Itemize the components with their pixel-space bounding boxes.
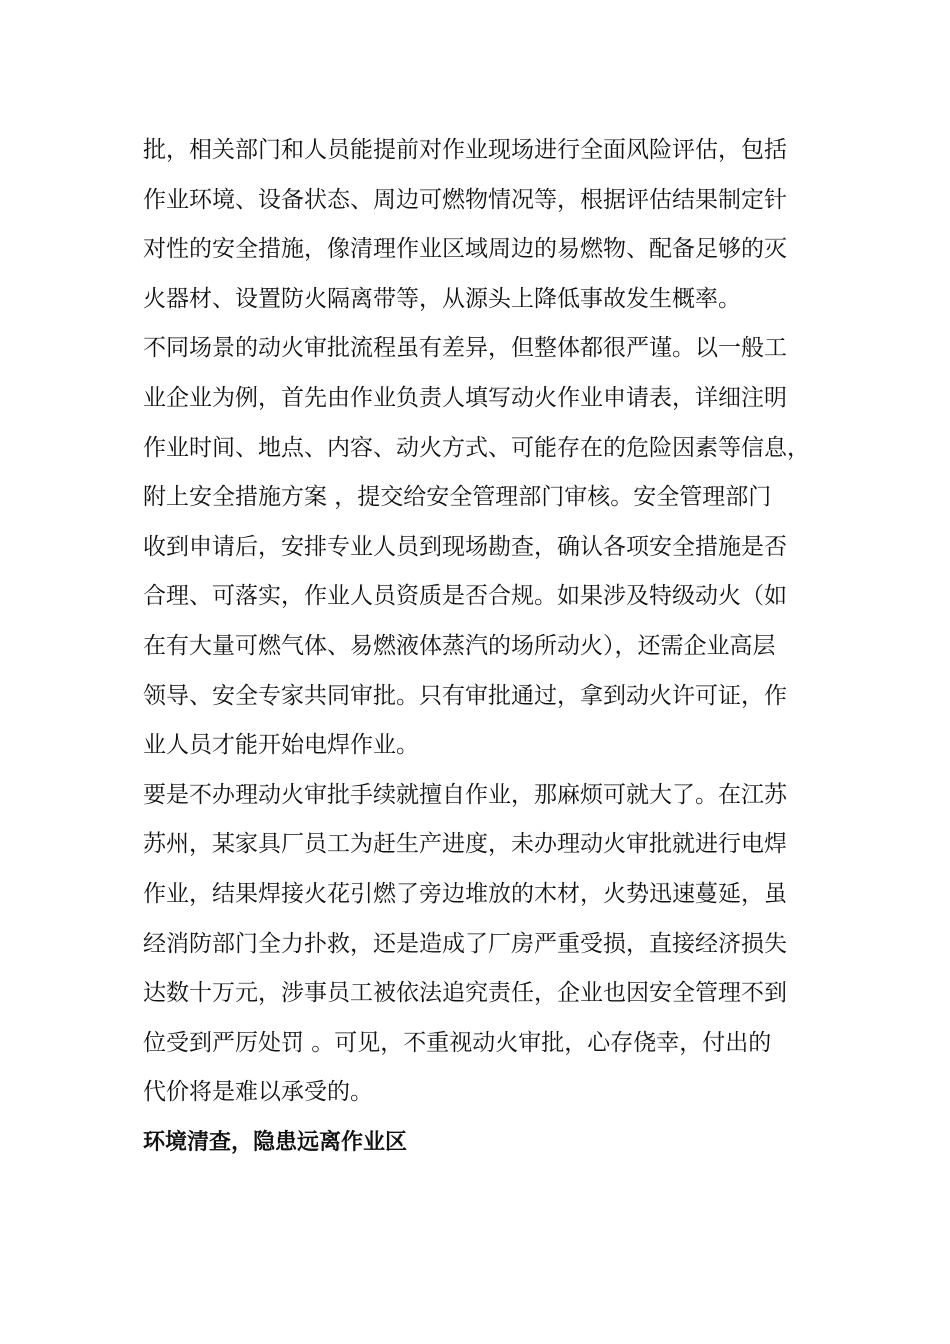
paragraph-line: 业人员才能开始电焊作业。 [143, 732, 419, 759]
paragraph-line: 作业，结果焊接火花引燃了旁边堆放的木材，火势迅速蔓延，虽 [143, 880, 787, 907]
section-heading: 环境清查，隐患远离作业区 [143, 1129, 408, 1155]
paragraph-line: 火器材、设置防火隔离带等，从源头上降低事故发生概率。 [143, 285, 741, 312]
paragraph-line: 作业环境、设备状态、周边可燃物情况等，根据评估结果制定针 [143, 186, 787, 213]
paragraph-line: 业企业为例，首先由作业负责人填写动火作业申请表，详细注明 [143, 384, 787, 411]
paragraph-line: 代价将是难以承受的。 [143, 1079, 373, 1106]
paragraph-line: 附上安全措施方案 ，提交给安全管理部门审核。安全管理部门 [143, 484, 772, 511]
paragraph-line: 要是不办理动火审批手续就擅自作业，那麻烦可就大了。在江苏 [143, 781, 787, 808]
paragraph-line: 苏州，某家具厂员工为赶生产进度，未办理动火审批就进行电焊 [143, 831, 787, 858]
document-body [143, 126, 813, 1167]
paragraph-line: 在有大量可燃气体、易燃液体蒸汽的场所动火），还需企业高层 [143, 632, 776, 659]
paragraph-line: 对性的安全措施，像清理作业区域周边的易燃物、配备足够的灭 [143, 236, 787, 263]
paragraph-line: 达数十万元，涉事员工被依法追究责任，企业也因安全管理不到 [143, 980, 787, 1007]
paragraph-line: 作业时间、地点、内容、动火方式、可能存在的危险因素等信息， [143, 434, 810, 461]
paragraph-line: 领导、安全专家共同审批。只有审批通过，拿到动火许可证，作 [143, 682, 787, 709]
paragraph-line: 收到申请后，安排专业人员到现场勘查，确认各项安全措施是否 [143, 533, 787, 560]
paragraph-line: 批，相关部门和人员能提前对作业现场进行全面风险评估，包括 [143, 137, 787, 163]
paragraph-line: 位受到严厉处罚 。可见，不重视动火审批，心存侥幸，付出的 [143, 1029, 772, 1056]
paragraph-line: 不同场景的动火审批流程虽有差异，但整体都很严谨。以一般工 [143, 335, 787, 362]
paragraph-line: 经消防部门全力扑救，还是造成了厂房严重受损，直接经济损失 [143, 930, 787, 957]
paragraph-line: 合理、可落实，作业人员资质是否合规。如果涉及特级动火（如 [143, 583, 787, 610]
